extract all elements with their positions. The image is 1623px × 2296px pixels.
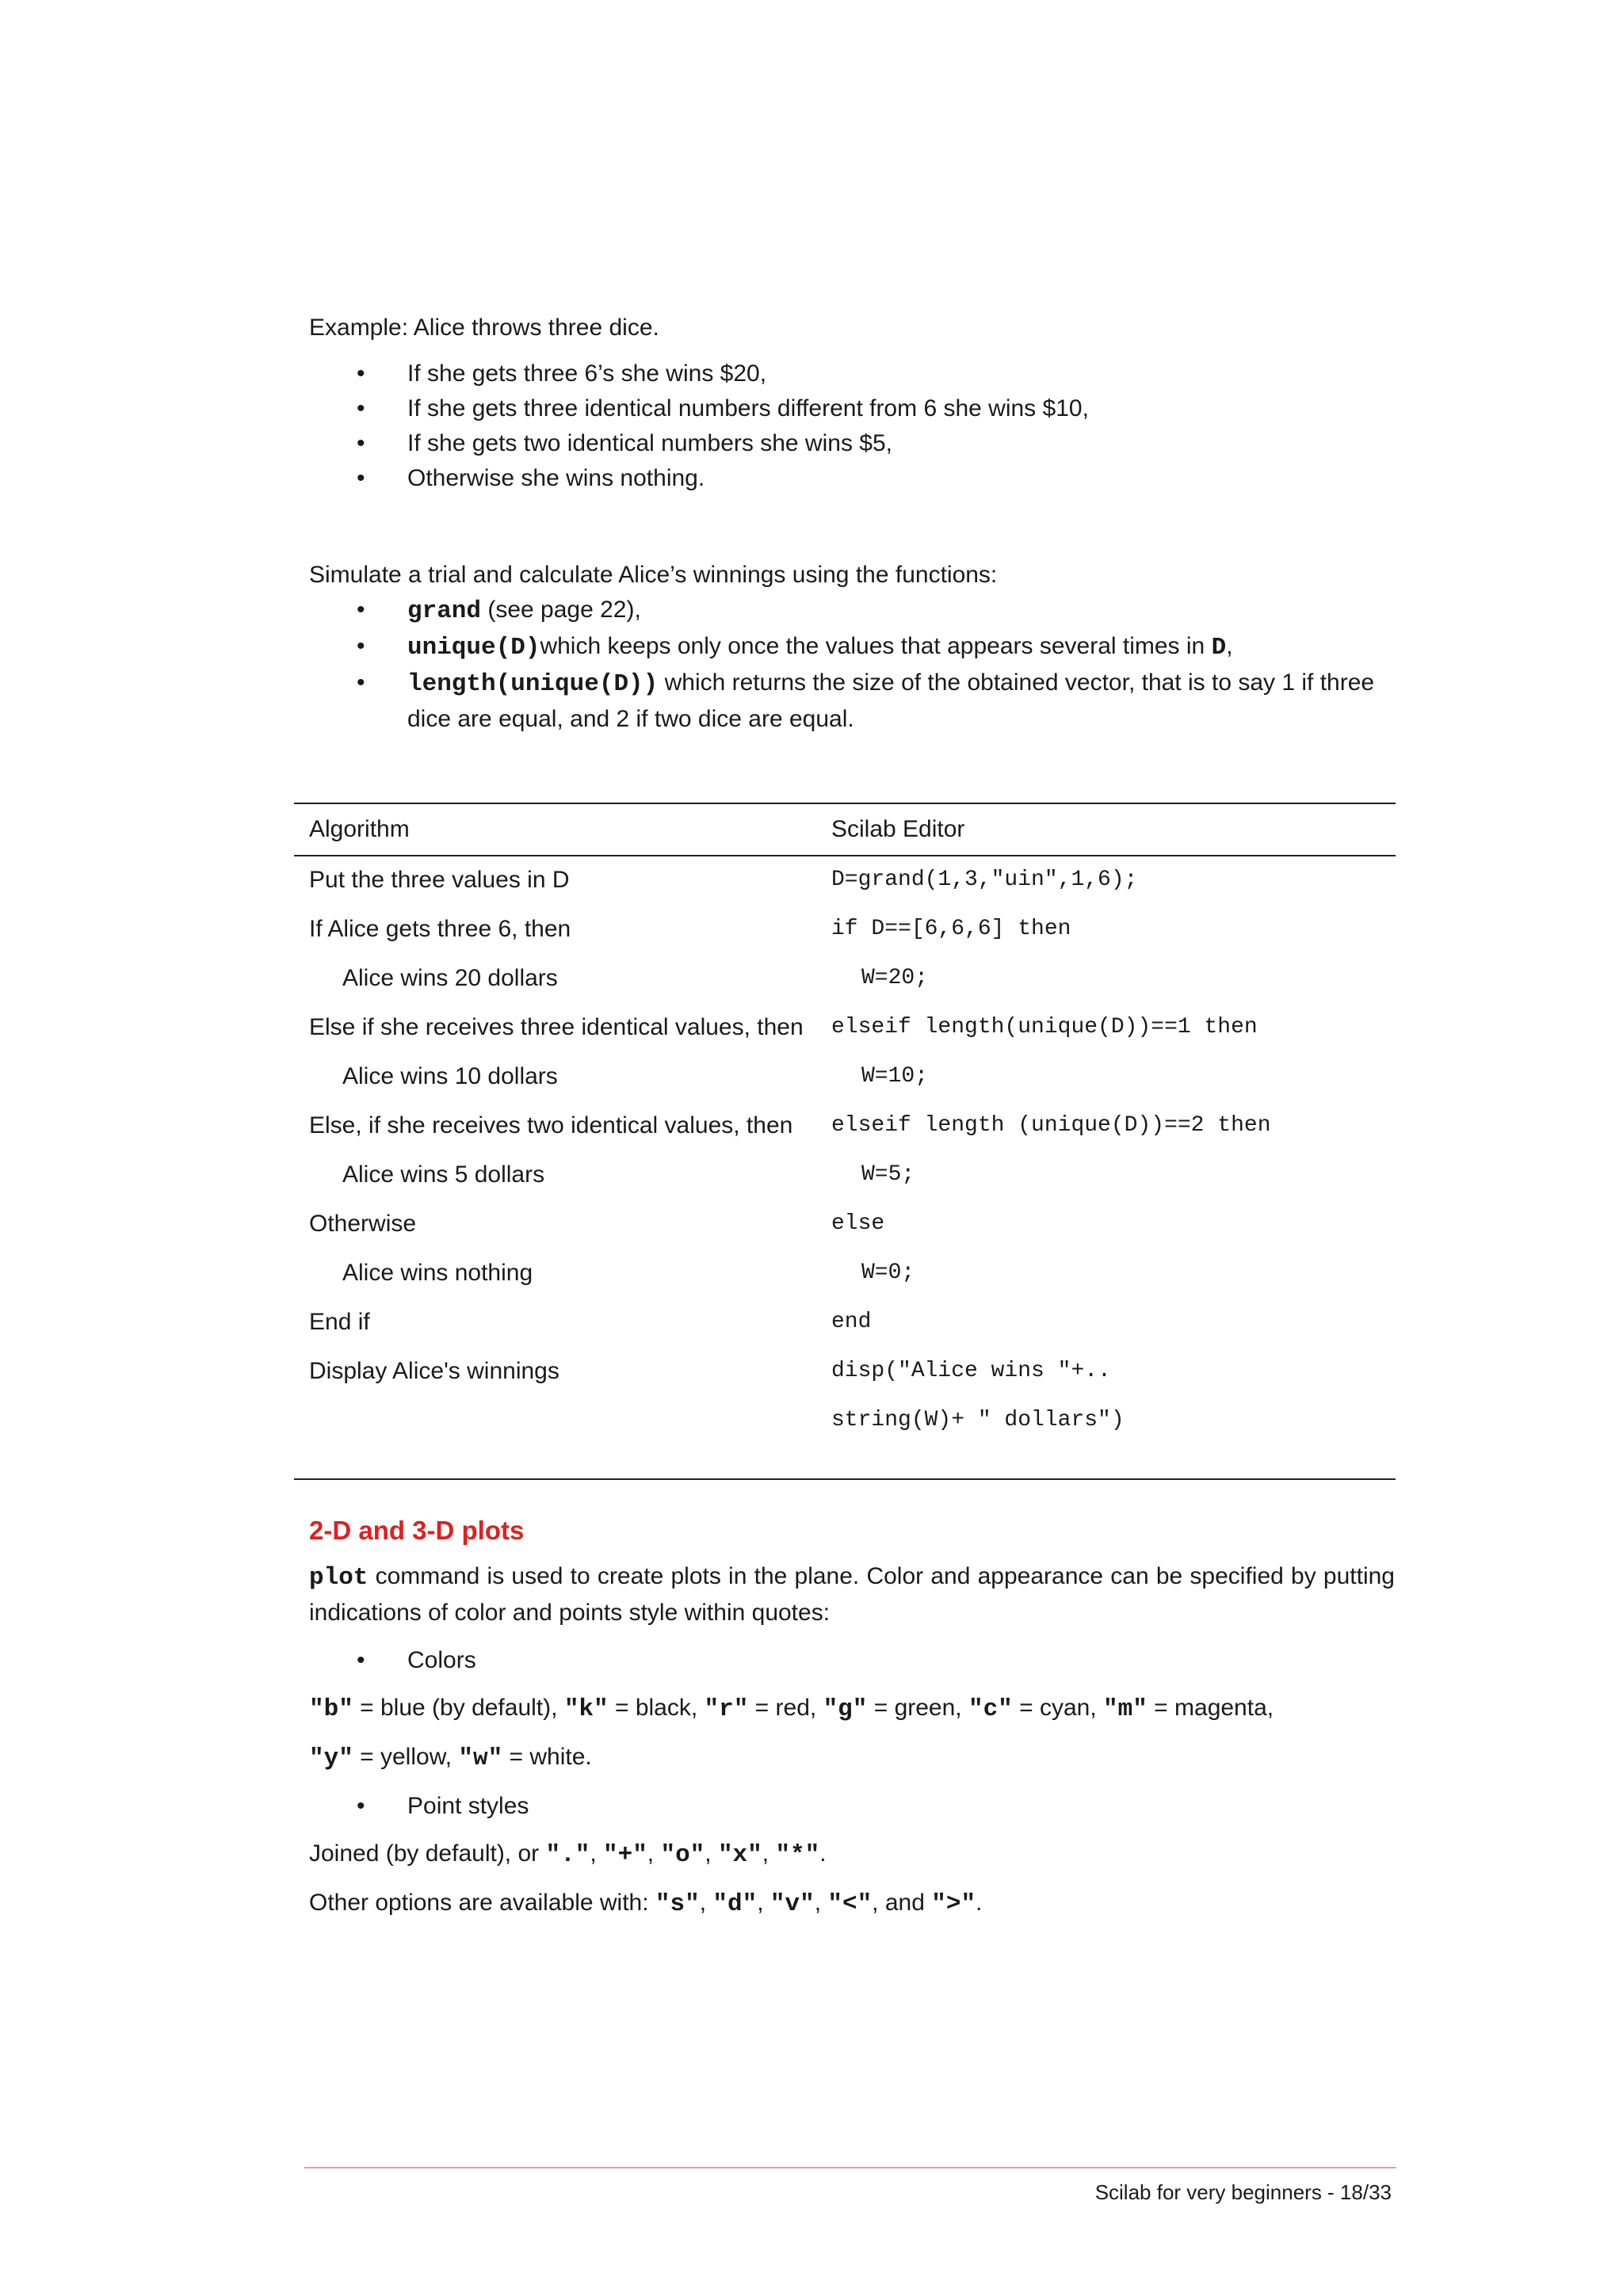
code-line: W=5; (861, 1162, 915, 1187)
styles-label: • Point styles (309, 1789, 1395, 1824)
algorithm-step: Put the three values in D (309, 867, 570, 893)
code-line: W=10; (861, 1064, 929, 1089)
footer-divider (304, 2167, 1396, 2168)
option-code: "w" (458, 1745, 503, 1772)
algorithm-step: Otherwise (309, 1211, 417, 1237)
header-scilab-editor: Scilab Editor (831, 816, 965, 842)
code-line: string(W)+ " dollars") (831, 1408, 1125, 1432)
option-text: , (757, 1890, 770, 1916)
plot-intro (309, 1559, 1395, 1630)
algorithm-step: Display Alice's winnings (309, 1358, 559, 1384)
option-text: . (819, 1840, 827, 1867)
rule-item: • If she gets three identical numbers different from 6 she wins $10, (309, 391, 1395, 426)
rules-list (309, 357, 1395, 496)
option-code: "m" (1103, 1695, 1148, 1723)
function-item-length (309, 666, 1395, 737)
plot-intro-text: command is used to create plots in the plane. Color and appearance can be specified by putting indications of color and points style within quotes: (309, 1563, 1395, 1626)
option-code: "r" (704, 1695, 749, 1723)
rule-item: • If she gets two identical numbers she wins $5, (309, 426, 1395, 461)
algorithm-step: Alice wins 10 dollars (342, 1063, 558, 1089)
colors-line-1 (309, 1691, 1395, 1727)
styles-line (309, 1836, 1395, 1873)
algorithm-step: Alice wins nothing (342, 1260, 533, 1286)
function-code: D (1211, 634, 1227, 662)
function-desc: , (1226, 633, 1233, 659)
algorithm-step: Alice wins 20 dollars (342, 965, 558, 991)
option-code: "+" (602, 1841, 647, 1869)
function-desc: which returns the size of the obtained vector, that is to say 1 if three dice are equal, and 2 if two dice are equal. (407, 669, 1375, 732)
header-algorithm: Algorithm (309, 816, 410, 842)
option-text: = yellow, (353, 1744, 459, 1770)
option-text: , (705, 1840, 718, 1867)
option-code: "<" (827, 1890, 873, 1918)
algorithm-step: Alice wins 5 dollars (342, 1161, 545, 1188)
option-text: , (762, 1840, 776, 1867)
styles-prefix: Joined (by default), or (309, 1840, 546, 1867)
option-text: = red, (748, 1695, 823, 1721)
option-code: ">" (931, 1890, 976, 1918)
option-text: = cyan, (1012, 1695, 1104, 1721)
option-code: "y" (309, 1745, 353, 1772)
option-code: "c" (968, 1695, 1013, 1723)
option-code: "s" (655, 1890, 700, 1918)
colors-bullet (309, 1643, 1395, 1678)
option-code: "k" (563, 1695, 609, 1723)
colors-label: • Colors (309, 1643, 1395, 1678)
algorithm-step: End if (309, 1309, 370, 1335)
option-text: , (590, 1840, 603, 1867)
table-header (294, 804, 1396, 856)
code-line: W=20; (861, 966, 929, 990)
option-text: , (699, 1890, 713, 1916)
option-text: , (814, 1890, 828, 1916)
other-prefix: Other options are available with: (309, 1890, 655, 1916)
plots-section (309, 1512, 1395, 1922)
option-text: = black, (608, 1695, 705, 1721)
function-item-unique (309, 629, 1395, 666)
code-line: D=grand(1,3,"uin",1,6); (831, 868, 1138, 892)
code-line: if D==[6,6,6] then (831, 917, 1071, 941)
page-footer: Scilab for very beginners - 18/33 (1094, 2180, 1392, 2204)
code-line: elseif length(unique(D))==1 then (831, 1015, 1258, 1039)
example-text: Example: Alice throws three dice. (309, 315, 659, 341)
option-code: "*" (775, 1841, 820, 1869)
option-text: = blue (by default), (353, 1695, 564, 1721)
function-code: length(unique(D)) (407, 670, 659, 698)
code-line: disp("Alice wins "+.. (831, 1359, 1111, 1383)
function-code: grand (407, 597, 482, 625)
rule-item: • If she gets three 6’s she wins $20, (309, 357, 1395, 391)
option-text: . (976, 1890, 983, 1916)
code-column (831, 863, 1396, 1452)
algorithm-column (294, 863, 831, 1452)
option-text: , and (872, 1890, 932, 1916)
intro-section (309, 311, 1395, 737)
option-code: "x" (717, 1841, 762, 1869)
colors-line-2 (309, 1740, 1395, 1776)
algorithm-step: Else, if she receives two identical values, then (309, 1112, 793, 1138)
option-code: "g" (823, 1695, 868, 1723)
algorithm-table (294, 803, 1396, 1480)
functions-list (309, 593, 1395, 737)
option-text: = magenta, (1147, 1695, 1274, 1721)
algorithm-step: If Alice gets three 6, then (309, 916, 571, 942)
rule-item: • Otherwise she wins nothing. (309, 461, 1395, 496)
other-line (309, 1886, 1395, 1922)
function-desc: which keeps only once the values that appears several times in (540, 633, 1212, 659)
option-code: "." (545, 1841, 590, 1869)
option-text: = white. (502, 1744, 592, 1770)
styles-bullet (309, 1789, 1395, 1824)
code-line: else (831, 1211, 885, 1236)
function-desc: (see page 22), (481, 597, 641, 623)
code-line: W=0; (861, 1261, 915, 1285)
option-text: , (647, 1840, 661, 1867)
section-heading: 2-D and 3-D plots (309, 1516, 525, 1545)
option-code: "v" (769, 1890, 815, 1918)
option-code: "b" (309, 1695, 353, 1723)
algorithm-step: Else if she receives three identical values, then (309, 1014, 804, 1040)
simulate-text: Simulate a trial and calculate Alice’s winnings using the functions: (309, 562, 998, 588)
table-body (294, 856, 1396, 1452)
option-text: = green, (867, 1695, 968, 1721)
option-code: "o" (660, 1841, 705, 1869)
code-line: elseif length (unique(D))==2 then (831, 1113, 1271, 1138)
option-code: "d" (712, 1890, 758, 1918)
code-line: end (831, 1310, 872, 1334)
function-code: unique(D) (407, 634, 540, 662)
plot-code: plot (309, 1564, 369, 1592)
function-item-grand (309, 593, 1395, 629)
